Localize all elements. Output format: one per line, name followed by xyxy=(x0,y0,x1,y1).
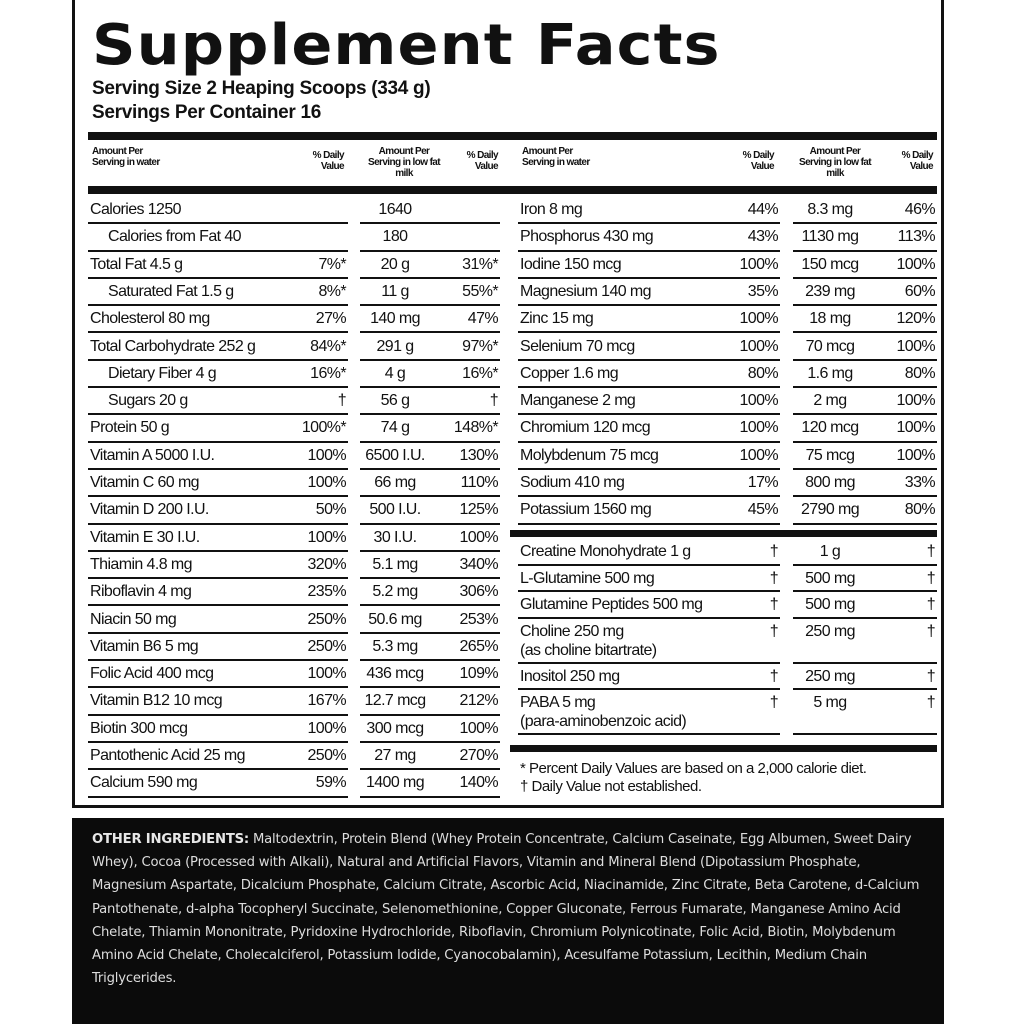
milk-daily-value-percent: 80% xyxy=(904,501,935,519)
milk-daily-value-percent: 120% xyxy=(896,310,935,328)
nutrient-name: Chromium 120 mcg xyxy=(520,419,651,437)
milk-amount: 75 mcg xyxy=(805,446,855,464)
daily-value-percent: 100% xyxy=(739,392,778,410)
milk-amount: 11 g xyxy=(381,282,409,300)
daily-value-percent: 45% xyxy=(747,501,778,519)
header-dv: % Daily Value xyxy=(466,150,498,172)
milk-amount: 436 mcg xyxy=(366,665,424,683)
milk-daily-value-percent: 31%* xyxy=(462,255,498,273)
nutrient-name: Manganese 2 mg xyxy=(520,392,636,410)
nutrient-name: Calories from Fat 40 xyxy=(108,228,241,246)
daily-value-percent: 43% xyxy=(747,228,778,246)
milk-amount: 250 mg xyxy=(805,622,855,640)
milk-amount: 20 g xyxy=(380,255,410,273)
daily-value-percent: 100% xyxy=(739,255,778,273)
daily-value-percent: 167% xyxy=(307,692,346,710)
milk-daily-value-percent: 265% xyxy=(459,637,498,655)
milk-amount: 1400 mg xyxy=(365,774,425,792)
daily-value-percent: † xyxy=(769,622,778,640)
milk-amount: 74 g xyxy=(380,419,410,437)
nutrient-name: Sugars 20 g xyxy=(108,392,188,410)
milk-amount: 150 mcg xyxy=(801,255,859,273)
milk-amount: 1.6 mg xyxy=(807,364,853,382)
other-ingredients-label: OTHER INGREDIENTS: xyxy=(92,832,249,847)
milk-daily-value-percent: 306% xyxy=(459,583,498,601)
daily-value-percent: † xyxy=(337,392,346,410)
daily-value-percent: 100% xyxy=(307,719,346,737)
milk-amount: 5 mg xyxy=(813,694,847,711)
milk-amount: 8.3 mg xyxy=(807,201,853,218)
nutrient-name: Dietary Fiber 4 g xyxy=(108,364,217,382)
milk-daily-value-percent: 33% xyxy=(904,474,935,491)
serving-size: Serving Size 2 Heaping Scoops (334 g) xyxy=(92,78,431,99)
nutrient-sub-label: (as choline bitartrate) xyxy=(520,641,657,659)
milk-daily-value-percent: 100% xyxy=(896,255,935,273)
milk-amount: 4 g xyxy=(384,364,406,382)
milk-amount: 2 mg xyxy=(813,392,847,410)
milk-daily-value-percent: 100% xyxy=(459,719,498,737)
nutrient-name: Vitamin B6 5 mg xyxy=(90,637,199,655)
header-amount-water: Amount Per Serving in water xyxy=(92,146,160,168)
nutrient-name: Sodium 410 mg xyxy=(520,474,625,491)
nutrient-name: Niacin 50 mg xyxy=(90,610,177,628)
milk-amount: 66 mg xyxy=(374,474,416,491)
daily-value-percent: † xyxy=(769,667,778,685)
milk-daily-value-percent: 47% xyxy=(467,310,498,328)
daily-value-percent: † xyxy=(769,543,778,560)
daily-value-percent: 250% xyxy=(307,637,346,655)
milk-amount: 291 g xyxy=(376,337,414,355)
nutrient-name: Vitamin C 60 mg xyxy=(90,474,199,491)
milk-daily-value-percent: 113% xyxy=(897,228,935,246)
nutrient-name: Molybdenum 75 mcg xyxy=(520,446,659,464)
daily-value-percent: 100% xyxy=(739,310,778,328)
milk-daily-value-percent: 100% xyxy=(459,528,498,546)
milk-daily-value-percent: † xyxy=(926,667,935,685)
nutrient-name: Creatine Monohydrate 1 g xyxy=(520,543,691,560)
servings-per-container: Servings Per Container 16 xyxy=(92,102,322,123)
daily-value-percent: 100% xyxy=(739,419,778,437)
milk-daily-value-percent: 97%* xyxy=(462,337,498,355)
nutrient-name: Phosphorus 430 mg xyxy=(520,228,654,246)
panel-title: Supplement Facts xyxy=(92,13,721,78)
milk-daily-value-percent: 270% xyxy=(459,747,498,764)
header-dv: % Daily Value xyxy=(742,150,774,172)
other-ingredients-text: Maltodextrin, Protein Blend (Whey Protein Concentrate, Calcium Caseinate, Egg Albumen, Sweet Dairy Whey), Cocoa (Processed with Alkali), Natural and Artificial Flavors, Vitamin and Mineral Blend (Dipotassium Phosphate, Magnesium Aspartate, Dicalcium Phosphate, Calcium Citrate, Ascorbic Acid, Niacinamide, Zinc Citrate, Beta Carotene, d-Calcium Pantothenate, d-alpha Tocopheryl Succinate, Selenomethionine, Copper Gluconate, Ferrous Fumarate, Manganese Amino Acid Chelate, Thiamin Mononitrate, Pyridoxine Hydrochloride, Riboflavin, Chromium Polynicotinate, Folic Acid, Biotin, Molybdenum Amino Acid Chelate, Cholecalciferol, Potassium Iodide, Cyanocobalamin), Acesulfame Potassium, Lecithin, Medium Chain Triglycerides. xyxy=(92,832,920,987)
nutrient-name: Folic Acid 400 mcg xyxy=(90,665,214,683)
milk-daily-value-percent: † xyxy=(926,543,935,560)
daily-value-percent: 27% xyxy=(315,310,346,328)
milk-amount: 30 I.U. xyxy=(373,528,417,546)
milk-daily-value-percent: 110% xyxy=(460,474,498,491)
daily-value-percent: 100% xyxy=(307,665,346,683)
daily-value-percent: 16%* xyxy=(310,364,346,382)
milk-amount: 120 mcg xyxy=(801,419,859,437)
milk-amount: 500 mg xyxy=(805,596,855,613)
milk-daily-value-percent: 46% xyxy=(904,201,935,218)
milk-daily-value-percent: 130% xyxy=(459,446,498,464)
divider-thick xyxy=(510,530,937,537)
nutrient-name: Thiamin 4.8 mg xyxy=(90,555,192,573)
milk-daily-value-percent: 100% xyxy=(896,419,935,437)
nutrient-name: L-Glutamine 500 mg xyxy=(520,569,655,587)
milk-daily-value-percent: 100% xyxy=(896,392,935,410)
milk-amount: 27 mg xyxy=(374,747,416,764)
milk-amount: 50.6 mg xyxy=(368,610,422,628)
milk-daily-value-percent: 80% xyxy=(904,364,935,382)
daily-value-percent: 35% xyxy=(747,282,778,300)
header-amount-milk: Amount Per Serving in low fat milk xyxy=(368,146,440,179)
milk-daily-value-percent: 125% xyxy=(459,501,498,519)
milk-daily-value-percent: † xyxy=(926,694,935,711)
milk-amount: 1130 mg xyxy=(801,228,859,246)
daily-value-percent: 100% xyxy=(739,446,778,464)
nutrient-name: Vitamin B12 10 mcg xyxy=(90,692,223,710)
nutrient-name: Vitamin A 5000 I.U. xyxy=(90,446,215,464)
milk-daily-value-percent: † xyxy=(489,392,498,410)
daily-value-percent: 50% xyxy=(315,501,346,519)
milk-amount: 1 g xyxy=(819,543,841,560)
nutrient-name: Inositol 250 mg xyxy=(520,667,620,685)
nutrient-name: Potassium 1560 mg xyxy=(520,501,652,519)
nutrient-name: Total Carbohydrate 252 g xyxy=(90,337,256,355)
nutrient-name: Iodine 150 mcg xyxy=(520,255,622,273)
daily-value-percent: 59% xyxy=(315,774,346,792)
milk-amount: 2790 mg xyxy=(800,501,860,519)
milk-amount: 18 mg xyxy=(809,310,851,328)
milk-daily-value-percent: 253% xyxy=(459,610,498,628)
footnote-daily-values: * Percent Daily Values are based on a 2,000 calorie diet. xyxy=(520,760,867,777)
milk-daily-value-percent: 140% xyxy=(459,774,498,792)
daily-value-percent: 80% xyxy=(747,364,778,382)
nutrient-name: Calcium 590 mg xyxy=(90,774,198,792)
daily-value-percent: 44% xyxy=(747,201,778,218)
other-ingredients xyxy=(72,818,944,1024)
daily-value-percent: 7%* xyxy=(318,255,346,273)
milk-daily-value-percent: 340% xyxy=(459,555,498,573)
divider-thick xyxy=(88,186,937,194)
nutrient-sub-label: (para-aminobenzoic acid) xyxy=(520,713,687,730)
header-dv: % Daily Value xyxy=(312,150,344,172)
header-dv: % Daily Value xyxy=(901,150,933,172)
milk-amount: 12.7 mcg xyxy=(364,692,426,710)
milk-amount: 180 xyxy=(382,228,408,246)
header-amount-water: Amount Per Serving in water xyxy=(522,146,590,168)
nutrient-name: Magnesium 140 mg xyxy=(520,282,651,300)
milk-amount: 6500 I.U. xyxy=(365,446,425,464)
nutrient-name: Iron 8 mg xyxy=(520,201,583,218)
daily-value-percent: 250% xyxy=(307,610,346,628)
milk-amount: 5.1 mg xyxy=(372,555,418,573)
nutrient-name: Glutamine Peptides 500 mg xyxy=(520,596,703,613)
milk-amount: 250 mg xyxy=(805,667,855,685)
footnote-not-established: † Daily Value not established. xyxy=(520,778,702,795)
milk-daily-value-percent: 212% xyxy=(459,692,498,710)
nutrient-name: Calories 1250 xyxy=(90,201,181,218)
milk-amount: 239 mg xyxy=(805,282,855,300)
milk-daily-value-percent: † xyxy=(926,622,935,640)
nutrient-name: Riboflavin 4 mg xyxy=(90,583,192,601)
daily-value-percent: † xyxy=(769,694,778,711)
milk-amount: 56 g xyxy=(380,392,410,410)
nutrient-name: Cholesterol 80 mg xyxy=(90,310,210,328)
milk-daily-value-percent: 55%* xyxy=(462,282,498,300)
daily-value-percent: † xyxy=(769,596,778,613)
nutrient-name: Protein 50 g xyxy=(90,419,170,437)
nutrient-name: Selenium 70 mcg xyxy=(520,337,635,355)
milk-amount: 140 mg xyxy=(370,310,420,328)
milk-amount: 70 mcg xyxy=(805,337,855,355)
milk-daily-value-percent: † xyxy=(926,596,935,613)
milk-daily-value-percent: 100% xyxy=(896,446,935,464)
milk-amount: 1640 xyxy=(378,201,412,218)
milk-amount: 500 I.U. xyxy=(369,501,421,519)
daily-value-percent: † xyxy=(769,569,778,587)
daily-value-percent: 100% xyxy=(307,474,346,491)
daily-value-percent: 100% xyxy=(307,528,346,546)
daily-value-percent: 250% xyxy=(307,747,346,764)
divider-thick xyxy=(510,745,937,752)
nutrient-name: PABA 5 mg xyxy=(520,694,596,711)
nutrient-name: Copper 1.6 mg xyxy=(520,364,619,382)
milk-daily-value-percent: 109% xyxy=(459,665,498,683)
header-amount-milk: Amount Per Serving in low fat milk xyxy=(799,146,871,179)
nutrient-name: Saturated Fat 1.5 g xyxy=(108,282,234,300)
nutrient-name: Zinc 15 mg xyxy=(520,310,594,328)
daily-value-percent: 8%* xyxy=(318,282,346,300)
daily-value-percent: 320% xyxy=(307,555,346,573)
milk-daily-value-percent: 60% xyxy=(904,282,935,300)
daily-value-percent: 100% xyxy=(307,446,346,464)
nutrient-name: Vitamin D 200 I.U. xyxy=(90,501,209,519)
nutrient-name: Vitamin E 30 I.U. xyxy=(90,528,200,546)
milk-daily-value-percent: † xyxy=(926,569,935,587)
nutrient-name: Biotin 300 mcg xyxy=(90,719,188,737)
milk-amount: 5.3 mg xyxy=(372,637,418,655)
milk-amount: 5.2 mg xyxy=(372,583,418,601)
milk-daily-value-percent: 16%* xyxy=(462,364,498,382)
milk-daily-value-percent: 100% xyxy=(896,337,935,355)
milk-amount: 800 mg xyxy=(805,474,855,491)
milk-amount: 300 mcg xyxy=(366,719,424,737)
divider-thick xyxy=(88,132,937,140)
daily-value-percent: 100%* xyxy=(301,419,346,437)
milk-amount: 500 mg xyxy=(805,569,855,587)
nutrient-name: Total Fat 4.5 g xyxy=(90,255,183,273)
milk-daily-value-percent: 148%* xyxy=(453,419,498,437)
nutrient-name: Choline 250 mg xyxy=(520,622,624,640)
daily-value-percent: 84%* xyxy=(310,337,346,355)
daily-value-percent: 17% xyxy=(747,474,778,491)
daily-value-percent: 235% xyxy=(307,583,346,601)
nutrient-name: Pantothenic Acid 25 mg xyxy=(90,747,245,764)
daily-value-percent: 100% xyxy=(739,337,778,355)
